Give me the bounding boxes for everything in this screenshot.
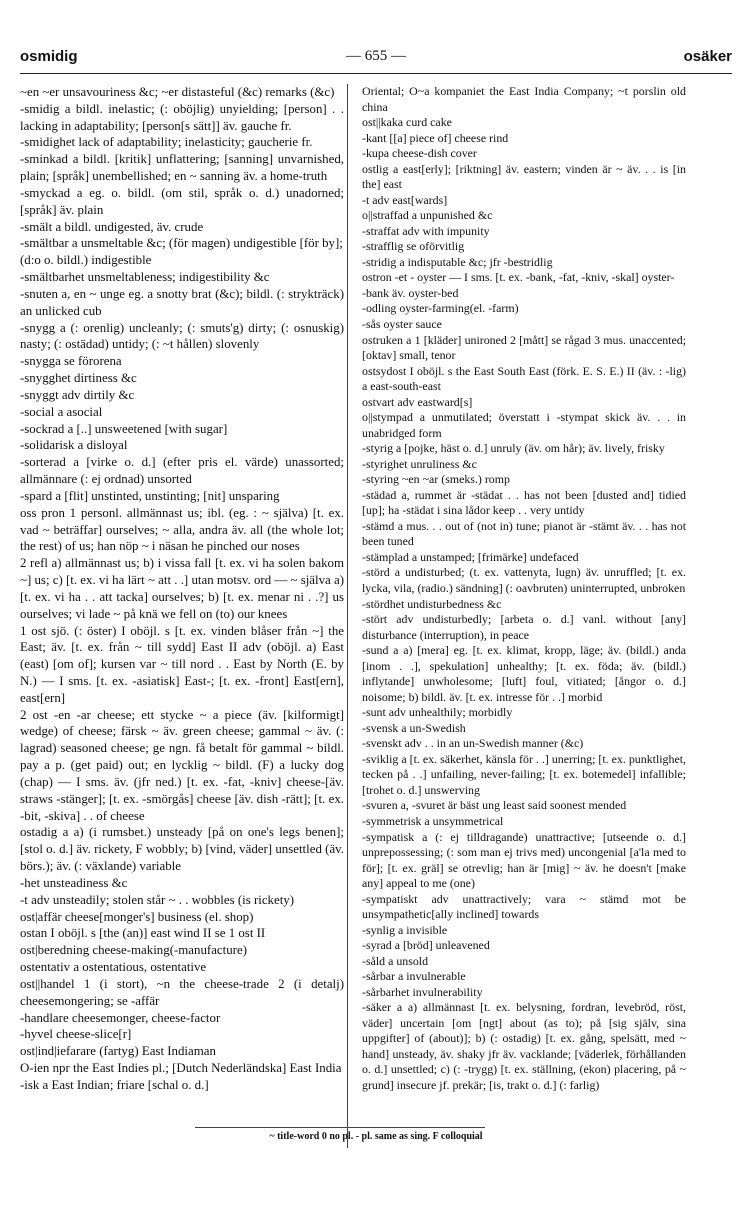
dictionary-entry: ostvart adv eastward[s] xyxy=(362,394,473,409)
dictionary-entry: -stämplad a unstamped; [frimärke] undefaced xyxy=(362,549,579,564)
dictionary-entry: -svuren a, -svuret är bäst ung least said soonest mended xyxy=(362,798,627,813)
dictionary-entry: ost||kaka curd cake xyxy=(362,115,452,130)
dictionary-entry: -het unsteadiness &c xyxy=(20,875,128,890)
left-column xyxy=(20,84,344,1094)
dictionary-entry: -styrig a [pojke, häst o. d.] unruly (äv. om hår); äv. lively, frisky xyxy=(362,441,665,456)
dictionary-entry: -sårbarhet invulnerability xyxy=(362,984,483,999)
dictionary-entry: ostadig a a) (i rumsbet.) unsteady [på on one's legs benen]; [stol o. d.] äv. rickety, F wobbly; b) [vind, väder] unsettled (äv. börs.); äv. (: växlande) variable xyxy=(20,825,344,874)
dictionary-entry: -svenskt adv . . in an un-Swedish manner (&c) xyxy=(362,736,584,751)
dictionary-entry: ~en ~er unsavouriness &c; ~er distasteful (&c) remarks (&c) xyxy=(20,85,335,99)
dictionary-entry: -kant [[a] piece of] cheese rind xyxy=(362,130,509,145)
dictionary-entry: 1 ost sjö. (: öster) I oböjl. s [t. ex. vinden blåser från ~] the East; äv. [t. ex. från ~ till sydd] East II adv (oböjl. a) East (east) [om of]; kursen var ~ till nord . . East by North (E. by N.) — I sms. [t. ex. -asiatisk] East-; [t. ex. -front] East[ern], east[ern] xyxy=(20,623,344,705)
dictionary-entry: -snygga se förorena xyxy=(20,354,122,369)
dictionary-entry: -sviklig a [t. ex. säkerhet, känsla för . .] unerring; [t. ex. punktlighet, tecken på . .] unfailing, never-failing; [t. ex. botemedel] infallible; [trohet o. d.] unswerving xyxy=(362,751,686,797)
dictionary-entry: -såld a unsold xyxy=(362,953,429,968)
dictionary-entry: o||straffad a unpunished &c xyxy=(362,208,493,223)
column-divider xyxy=(347,84,348,1148)
dictionary-entry: -stördhet undisturbedness &c xyxy=(362,596,502,611)
dictionary-entry: -bank äv. oyster-bed xyxy=(362,285,459,300)
dictionary-entry: ost|affär cheese[monger's] business (el. shop) xyxy=(20,909,254,924)
dictionary-entry: 2 ost -en -ar cheese; ett stycke ~ a piece (äv. [kilformigt] wedge) of cheese; färsk ~ äv. green cheese; gammal ~ äv. (: lagrad) seasoned cheese; ge ngn. få betalt för gammal ~ bildl. pay a p. (get paid) out; en lycklig ~ bildl. (F) a lucky dog (chap) — I sms. äv. (jfr ned.) [t. ex. -fat, -kniv] cheese-[äv. straws -stänger]; [t. ex. -smörgås] cheese [äv. dish -rätt]; [t. ex. -bit, -skiva] . . of cheese xyxy=(20,707,344,823)
dictionary-entry: -stridig a indisputable &c; jfr -bestridlig xyxy=(362,254,553,269)
dictionary-entry: -stört adv undisturbedly; [arbeta o. d.] vanl. without [any] disturbance (interruption), in peace xyxy=(362,612,686,642)
dictionary-entry: -styrighet unruliness &c xyxy=(362,456,477,471)
dictionary-entry: 2 refl a) allmännast us; b) i vissa fall [t. ex. vi ha solen bakom ~] us; c) [t. ex. vi ha lärt ~ att . .] utan motsv. ord — ~ själva a) [t. ex. vi ha . . att tacka] ourselves; b) [t. ex. menar ni . .?] us ourselves; vi lade ~ på knä we fell on (to) our knees xyxy=(20,556,345,621)
dictionary-entry: -sorterad a [virke o. d.] (efter pris el. värde) unassorted; allmännare (: ej ordnad) unsorted xyxy=(20,455,344,487)
dictionary-entry: -synlig a invisible xyxy=(362,922,448,937)
dictionary-entry: -sunt adv unhealthily; morbidly xyxy=(362,705,513,720)
dictionary-entry: -social a asocial xyxy=(20,404,103,419)
dictionary-entry: -symmetrisk a unsymmetrical xyxy=(362,813,504,828)
dictionary-entry: ost||handel 1 (i stort), ~n the cheese-trade 2 (i detalj) cheesemongering; se -affär xyxy=(20,976,344,1008)
dictionary-entry: -snuten a, en ~ unge eg. a snotty brat (&c); bildl. (: strykträck) an unlicked cub xyxy=(20,286,344,318)
dictionary-entry: ostruken a 1 [kläder] unironed 2 [mått] se rågad 3 mus. unaccented; [oktav] small, tenor xyxy=(362,332,686,363)
dictionary-entry: -odling oyster-farming(el. -farm) xyxy=(362,301,519,316)
dictionary-entry: -hyvel cheese-slice[r] xyxy=(20,1027,132,1042)
dictionary-entry: -sårbar a invulnerable xyxy=(362,969,466,984)
header-guide-word-right: osäker xyxy=(683,48,732,65)
dictionary-entry: -sympatisk a (: ej tilldragande) unattractive; [utseende o. d.] unprepossessing; (: som man ej trivs med) uncongenial [a'la med to för]; [t. ex. gräl] se otrevlig; han är [mig] ~ äv. he doesn't [make any] appeal to me (one) xyxy=(362,829,686,891)
dictionary-entry: -snygghet dirtiness &c xyxy=(20,371,137,386)
dictionary-entry: -isk a East Indian; friare [schal o. d.] xyxy=(20,1077,209,1092)
page-header xyxy=(20,48,732,72)
dictionary-entry: -svensk a un-Swedish xyxy=(362,720,466,735)
dictionary-entry: -smältbar a unsmeltable &c; (för magen) undigestible [för by]; xyxy=(20,236,343,251)
dictionary-entry: ostron -et - oyster — I sms. [t. ex. -bank, -fat, -kniv, -skal] oyster- xyxy=(362,270,675,285)
dictionary-entry: -t adv east[wards] xyxy=(362,192,448,207)
dictionary-entry: -spard a [flit] unstinted, unstinting; [nit] unsparing xyxy=(20,488,280,503)
dictionary-entry: ost|beredning cheese-making(-manufacture) xyxy=(20,943,247,958)
dictionary-entry: -säker a a) allmännast [t. ex. belysning, fordran, levebröd, röst, väder] uncertain [om [ngt] about (as to); på [sig själv, sina uppgifter] of (about)]; b) (: ostadig) [t. ex. gång, spelsätt, med ~ hand] unsteady, äv. shaky jfr äv. vacklande; [väderlek, förhållanden o. d.] unsettled; c) (: -trygg) [t. ex. ställning, (ekon) placering, på ~ grund] insecure jf. prekär; [is, trakt o. d.] (: farlig) xyxy=(362,1000,686,1092)
right-column xyxy=(362,84,686,1094)
dictionary-entry: -syrad a [bröd] unleavened xyxy=(362,938,490,953)
dictionary-entry: -smyckad a eg. o. bildl. (om stil, språk o. d.) unadorned; [språk] äv. plain xyxy=(20,185,344,217)
dictionary-entry: -sås oyster sauce xyxy=(362,316,442,331)
footer-rule xyxy=(195,1127,485,1128)
dictionary-entry: -smidig a bildl. inelastic; (: oböjlig) unyielding; [person] . . lacking in adaptability; [person[s sätt]] äv. gauche fr. xyxy=(20,101,344,133)
dictionary-entry: (d:o o. bildl.) indigestible xyxy=(20,253,152,268)
dictionary-entry: -smidighet lack of adaptability; inelasticity; gaucherie fr. xyxy=(20,135,313,150)
dictionary-entry: Oriental; O~a kompaniet the East India Company; ~t porslin old china xyxy=(362,84,686,114)
dictionary-entry: -straffat adv with impunity xyxy=(362,223,490,238)
dictionary-entry: -sund a a) [mera] eg. [t. ex. klimat, kropp, läge; äv. (bildl.) anda [inom . .], spekulation] unhealthy; [t. ex. föda; äv. (bildl.) inflytande] unwholesome; [luft] foul, vitiated; [ångor o. d.] noisome; b) bildl. äv. [t. ex. intresse för . .] morbid xyxy=(362,643,686,704)
dictionary-entry: -strafflig se oförvitlig xyxy=(362,239,465,254)
dictionary-entry: o||stympad a unmutilated; överstatt i -stympat skick äv. . . in unabridged form xyxy=(362,410,686,440)
dictionary-entry: oss pron 1 personl. allmännast us; ibl. (eg. : ~ själva) [t. ex. vad ~ beträffar] ourselves; ~ alla, andra äv. all (the whole lot; the rest) of us; han nöp ~ i näsan he pinched our noses xyxy=(20,505,344,554)
dictionary-entry: -sminkad a bildl. [kritik] unflattering; [sanning] unvarnished, plain; [språk] unembellished; en ~ sanning äv. a home-truth xyxy=(20,152,344,184)
header-rule xyxy=(20,73,732,74)
dictionary-entry: -handlare cheesemonger, cheese-factor xyxy=(20,1010,221,1025)
dictionary-entry: ostsydost I oböjl. s the East South East (förk. E. S. E.) II (äv. : -lig) a east-south-east xyxy=(362,363,686,394)
dictionary-entry: ostentativ a ostentatious, ostentative xyxy=(20,960,207,975)
dictionary-entry: -t adv unsteadily; stolen står ~ . . wobbles (is rickety) xyxy=(20,892,295,907)
dictionary-entry: ostlig a east[erly]; [riktning] äv. eastern; vinden är ~ äv. . . is [in the] east xyxy=(362,161,686,192)
dictionary-entry: -stämd a mus. . . out of (not in) tune; pianot är -stämt äv. . . has not been tuned xyxy=(362,518,686,549)
dictionary-entry: -städad a, rummet är -städat . . has not been [dusted and] tidied [up]; ha -städat i sina lådor keep . . very untidy xyxy=(362,487,686,518)
header-guide-word-left: osmidig xyxy=(20,48,78,65)
dictionary-entry: -styring ~en ~ar (smeks.) romp xyxy=(362,472,510,487)
footer-legend: ~ title-word 0 no pl. - pl. same as sing. F colloquial xyxy=(269,1131,483,1142)
dictionary-entry: -kupa cheese-dish cover xyxy=(362,146,477,161)
dictionary-entry: -smältbarhet unsmeltableness; indigestibility &c xyxy=(20,270,270,285)
dictionary-entry: -snygg a (: orenlig) uncleanly; (: smuts'g) dirty; (: osnuskig) nasty; (: ostädad) untidy; (: ~t hållen) slovenly xyxy=(20,320,344,352)
dictionary-entry: -smält a bildl. undigested, äv. crude xyxy=(20,219,204,234)
dictionary-entry: -sympatiskt adv unattractively; vara ~ stämd mot be unsympathetic[ally inclined] towards xyxy=(362,891,686,922)
dictionary-entry: -solidarisk a disloyal xyxy=(20,438,128,453)
page-number: — 655 — xyxy=(346,48,406,64)
dictionary-entry: -sockrad a [..] unsweetened [with sugar] xyxy=(20,421,228,436)
dictionary-entry: -störd a undisturbed; (t. ex. vattenyta, lugn) äv. unruffled; [t. ex. lycka, vila, (radio.) sändning] (: oavbruten) uninterrupted, unbroken xyxy=(362,565,686,595)
dictionary-entry: O-ien npr the East Indies pl.; [Dutch Nederländska] East India xyxy=(20,1061,342,1076)
dictionary-entry: ostan I oböjl. s [the (an)] east wind II se 1 ost II xyxy=(20,926,266,941)
dictionary-entry: -snyggt adv dirtily &c xyxy=(20,387,135,402)
dictionary-entry: ost|ind|iefarare (fartyg) East Indiaman xyxy=(20,1044,216,1059)
